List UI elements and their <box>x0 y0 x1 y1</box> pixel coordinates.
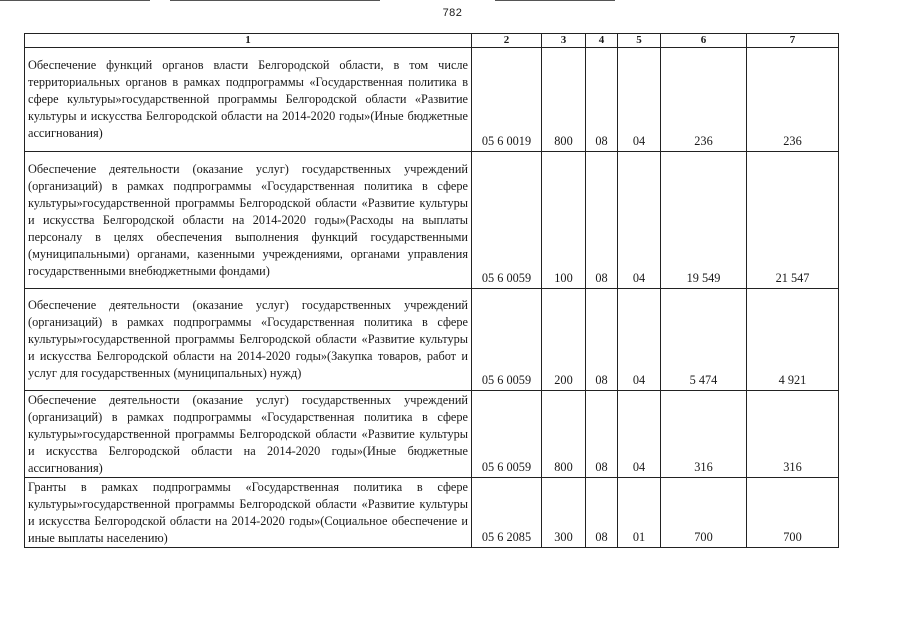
amount-b-cell: 21 547 <box>747 152 839 289</box>
row-description <box>25 391 472 478</box>
subsection-cell: 04 <box>618 152 661 289</box>
expense-type-cell: 300 <box>542 478 586 548</box>
target-article-cell: 05 6 0019 <box>472 48 542 152</box>
row-description-text: Обеспечение деятельности (оказание услуг) государственных учреждений (организаций) в рамках подпрограммы «Государственная политика в сфере культуры»государственной программы Белгородской области «Развитие культуры и искусства Белгородской области на 2014-2020 годы»(Расходы на выплаты персоналу в целях обеспечения выполнения функций государственными (муниципальными) органами, казенными учреждениями, органами управления государственными внебюджетными фондами) <box>28 161 468 278</box>
header-col-6: 6 <box>661 34 747 48</box>
row-description-text: Обеспечение деятельности (оказание услуг) государственных учреждений (организаций) в рамках подпрограммы «Государственная политика в сфере культуры»государственной программы Белгородской области «Развитие культуры и искусства Белгородской области на 2014-2020 годы»(Иные бюджетные ассигнования) <box>28 392 468 475</box>
expense-type-cell: 100 <box>542 152 586 289</box>
header-col-3: 3 <box>542 34 586 48</box>
row-description <box>25 478 472 548</box>
subsection-cell: 04 <box>618 48 661 152</box>
amount-a-cell: 236 <box>661 48 747 152</box>
header-col-7: 7 <box>747 34 839 48</box>
row-description <box>25 289 472 391</box>
section-cell: 08 <box>586 391 618 478</box>
page-number: 782 <box>442 7 463 19</box>
target-article-cell: 05 6 0059 <box>472 152 542 289</box>
table-row <box>25 478 839 548</box>
amount-a-cell: 19 549 <box>661 152 747 289</box>
subsection-cell: 04 <box>618 289 661 391</box>
top-scan-rule-left <box>0 0 150 1</box>
section-cell: 08 <box>586 289 618 391</box>
target-article-cell: 05 6 0059 <box>472 391 542 478</box>
row-description-text: Обеспечение функций органов власти Белгородской области, в том числе территориальных органов в рамках подпрограммы «Государственная политика в сфере культуры»государственной программы Белгородской области «Развитие культуры и искусства Белгородской области на 2014-2020 годы»(Иные бюджетные ассигнования) <box>28 58 468 140</box>
header-row <box>25 34 839 48</box>
section-cell: 08 <box>586 152 618 289</box>
top-scan-rule-right <box>495 0 615 1</box>
subsection-cell: 01 <box>618 478 661 548</box>
amount-a-cell: 316 <box>661 391 747 478</box>
section-cell: 08 <box>586 478 618 548</box>
budget-table <box>24 33 839 548</box>
amount-b-cell: 4 921 <box>747 289 839 391</box>
amount-a-cell: 700 <box>661 478 747 548</box>
row-description <box>25 48 472 152</box>
table-row <box>25 289 839 391</box>
table-row <box>25 48 839 152</box>
expense-type-cell: 800 <box>542 48 586 152</box>
target-article-cell: 05 6 2085 <box>472 478 542 548</box>
amount-b-cell: 700 <box>747 478 839 548</box>
row-description-text: Гранты в рамках подпрограммы «Государственная политика в сфере культуры»государственной программы Белгородской области «Развитие культуры и искусства Белгородской области на 2014-2020 годы»(Социальное обеспечение и иные выплаты населению) <box>28 479 468 545</box>
amount-b-cell: 236 <box>747 48 839 152</box>
top-scan-rule-middle <box>170 0 380 1</box>
expense-type-cell: 800 <box>542 391 586 478</box>
table-row <box>25 152 839 289</box>
header-col-2: 2 <box>472 34 542 48</box>
header-col-1: 1 <box>25 34 472 48</box>
row-description <box>25 152 472 289</box>
header-col-4: 4 <box>586 34 618 48</box>
amount-a-cell: 5 474 <box>661 289 747 391</box>
table-row <box>25 391 839 478</box>
row-description-text: Обеспечение деятельности (оказание услуг) государственных учреждений (организаций) в рамках подпрограммы «Государственная политика в сфере культуры»государственной программы Белгородской области «Развитие культуры и искусства Белгородской области на 2014-2020 годы»(Закупка товаров, работ и услуг для государственных (муниципальных) нужд) <box>28 298 468 380</box>
header-col-5: 5 <box>618 34 661 48</box>
target-article-cell: 05 6 0059 <box>472 289 542 391</box>
subsection-cell: 04 <box>618 391 661 478</box>
section-cell: 08 <box>586 48 618 152</box>
amount-b-cell: 316 <box>747 391 839 478</box>
expense-type-cell: 200 <box>542 289 586 391</box>
